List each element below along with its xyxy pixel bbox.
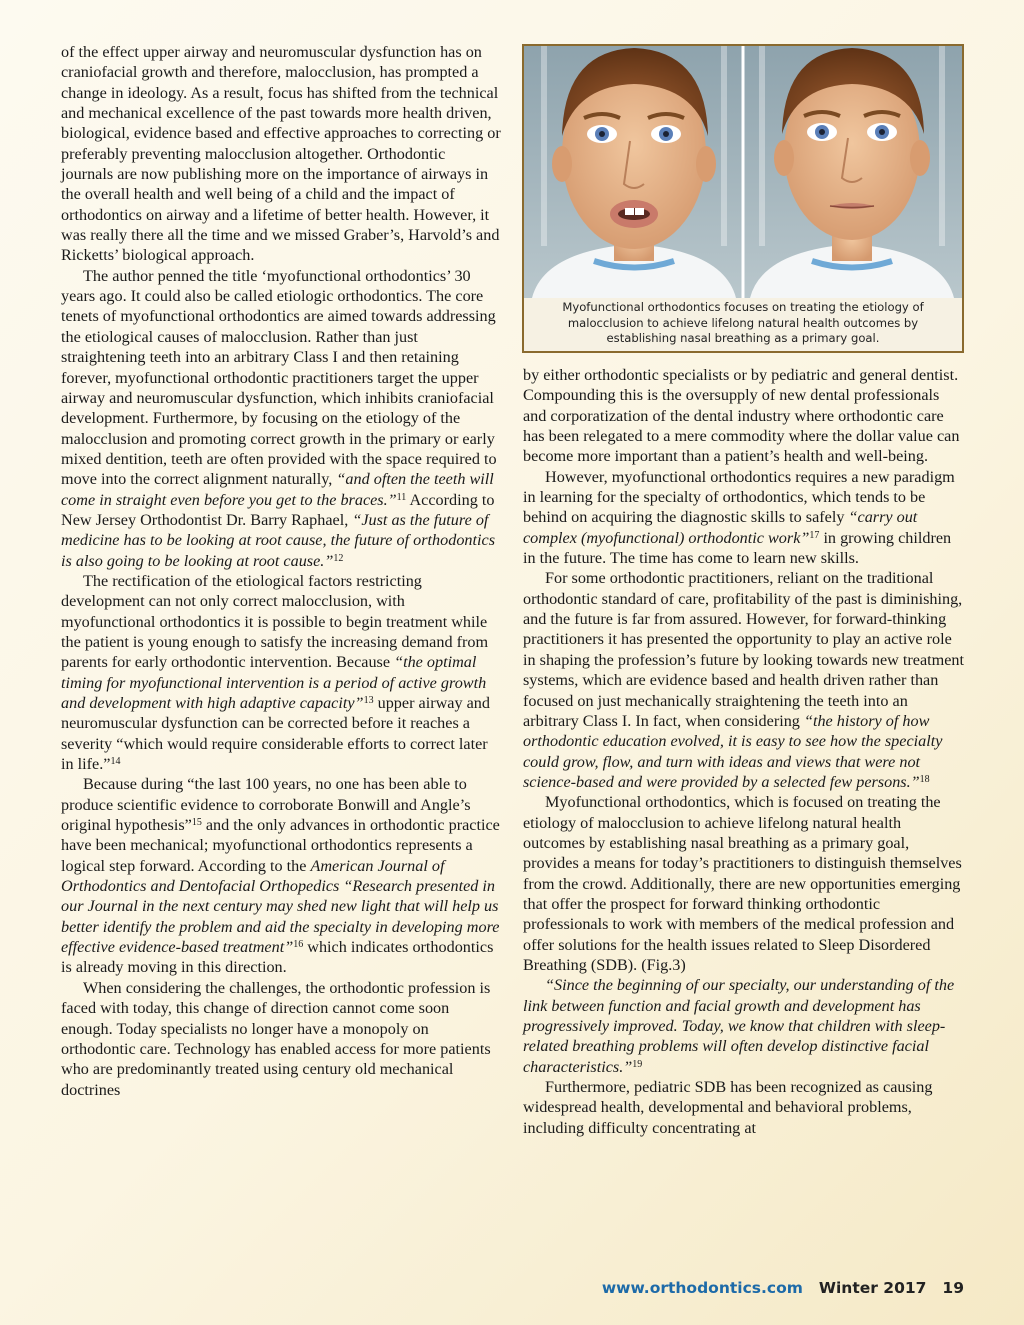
text-run: According to New Jersey Orthodontist Dr. Barry Raphael, [61, 490, 495, 529]
paragraph [523, 568, 965, 792]
quotation: “the history of how orthodontic education evolved, it is easy to see how the specialty could grow, flow, and turn with ideas and views that were not science-based and were provided by a selected few persons.” [523, 711, 943, 791]
paragraph [61, 774, 501, 977]
text-run: upper airway and neuromuscular dysfunction can be corrected before it reaches a severity “which would require considerable efforts to correct later in life.” [61, 694, 490, 774]
text-run: Because during “the last 100 years, no one has been able to produce scientific evidence to corroborate Bonwill and Angle’s original hypothesis” [61, 775, 471, 835]
paragraph: of the effect upper airway and neuromuscular dysfunction has on craniofacial growth and therefore, malocclusion, has prompted a change in ideology. As a result, focus has shifted from the technical and mechanical excellence of the past towards more health driven, biological, evidence based and effective approaches to correcting or preferably preventing malocclusion altogether. Orthodontic journals are now publishing more on the importance of airways in the overall health and well being of a child and the impact of orthodontics on airway and a lifetime of better health. However, it was really there all the time and we missed Graber’s, Harvold’s and Ricketts’ biological approach. [61, 43, 501, 265]
footnote-ref: 17 [809, 529, 820, 541]
paragraph: When considering the challenges, the orthodontic profession is faced with today, this change of direction cannot come soon enough. Today specialists no longer have a monopoly on orthodontic care. Technology has enabled access for more patients who are predominantly treated using century old mechanical doctrines [61, 978, 491, 1099]
footnote-ref: 12 [333, 552, 344, 564]
illustration [524, 46, 962, 298]
left-column [61, 42, 501, 1100]
text-run: in growing children in the future. The time has come to learn new skills. [523, 528, 952, 568]
figure-caption: Myofunctional orthodontics focuses on treating the etiology of malocclusion to achieve lifelong natural health outcomes by establishing nasal breathing as a primary goal. [562, 300, 924, 346]
quotation: “and often the teeth will come in straight even before you get to the braces.” [61, 470, 494, 509]
footnote-ref: 15 [191, 817, 202, 829]
text-run: However, myofunctional orthodontics requires a new paradigm in learning for the specialty of orthodontics, which tends to be behind on acquiring the diagnostic skills to safely [523, 467, 955, 527]
footnote-ref: 11 [396, 491, 407, 503]
quotation: American Journal of Orthodontics and Dentofacial Orthopedics “Research presented in our Journal in the next century may shed new light that will help us better identify the problem and aid the specialty in developing more effective evidence-based treatment” [61, 856, 500, 957]
footnote-ref: 13 [363, 695, 374, 706]
website-link[interactable]: www.orthodontics.com [601, 1279, 803, 1297]
text-run: and the only advances in orthodontic practice have been mechanical; myofunctional orthodontics represents a logical step forward. According to the [61, 816, 500, 875]
page-footer [602, 1279, 964, 1297]
paragraph [61, 571, 501, 774]
footnote-ref: 16 [293, 939, 304, 951]
right-column [523, 365, 965, 1138]
footnote-ref: 18 [919, 773, 930, 785]
text-run: which indicates orthodontics is already moving in this direction. [61, 938, 494, 977]
text-run: For some orthodontic practitioners, reliant on the traditional orthodontic standard of care, profitability of the past is diminishing, and the future is far from assured. However, for forward-thinking practitioners it has presented the opportunity to play an active role in shaping the profession’s future by looking towards new treatment systems, which are evidence based and health driven rather than focused on just mechanically straightening the teeth into an arbitrary Class I. In fact, when considering [523, 569, 965, 730]
figure [522, 44, 964, 353]
quotation: “carry out complex (myofunctional) orthodontic work” [523, 508, 918, 547]
text-run: The author penned the title ‘myofunctional orthodontics’ 30 years ago. It could also be called etiologic orthodontics. The core tenets of myofunctional orthodontics are aimed towards addressing the etiological causes of malocclusion. Rather than just straightening teeth into an arbitrary Class I and then retaining forever, myofunctional orthodontic practitioners target the upper airway and neuromuscular dysfunction, which inhibits craniofacial development. Furthermore, by focusing on the etiology of the malocclusion and promoting correct growth in the primary or early mixed dentition, teeth are often provided with the space required to move into the correct alignment naturally, [61, 266, 497, 489]
issue-label: Winter 2017 [818, 1279, 927, 1297]
page-number: 19 [942, 1279, 964, 1297]
paragraph: Furthermore, pediatric SDB has been recognized as causing widespread health, developmental and behavioral problems, including difficulty concentrating at [523, 1078, 933, 1137]
paragraph [523, 975, 965, 1077]
paragraph [61, 266, 501, 571]
footnote-ref: 14 [110, 756, 121, 768]
paragraph: by either orthodontic specialists or by pediatric and general dentist. Compounding this is the oversupply of new dental professionals and corporatization of the dental industry where orthodontic care has been relegated to a mere commodity where the dollar value can become more important than a patient’s health and well-being. [523, 366, 960, 466]
quotation: “the optimal timing for myofunctional intervention is a period of active growth and development with high adaptive capacity” [61, 653, 487, 712]
paragraph [523, 467, 965, 569]
quotation: “Just as the future of medicine has to be looking at root cause, the future of orthodontics is also going to be looking at root cause.” [61, 510, 496, 570]
quotation: “Since the beginning of our specialty, our understanding of the link between function and facial growth and development has progressively improved. Today, we know that children with sleep-related breathing problems will often develop distinctive facial characteristics.” [523, 976, 955, 1076]
paragraph: Myofunctional orthodontics, which is focused on treating the etiology of malocclusion to achieve lifelong natural health outcomes by establishing nasal breathing as a primary goal, provides a means for today’s practitioners to distinguish themselves from the crowd. Additionally, there are new opportunities emerging that offer the prospect for forward thinking orthodontic professionals to work with members of the medical profession and offer solutions for the health issues related to Sleep Disordered Breathing (SDB). (Fig.3) [523, 793, 962, 974]
two-child-faces-illustration [524, 46, 962, 298]
text-run: The rectification of the etiological factors restricting development can not only correct malocclusion, with myofunctional orthodontics it is possible to begin treatment while the patient is young enough to satisfy the increasing demand from parents for early orthodontic intervention. Because [61, 571, 489, 672]
footnote-ref: 19 [632, 1058, 643, 1070]
